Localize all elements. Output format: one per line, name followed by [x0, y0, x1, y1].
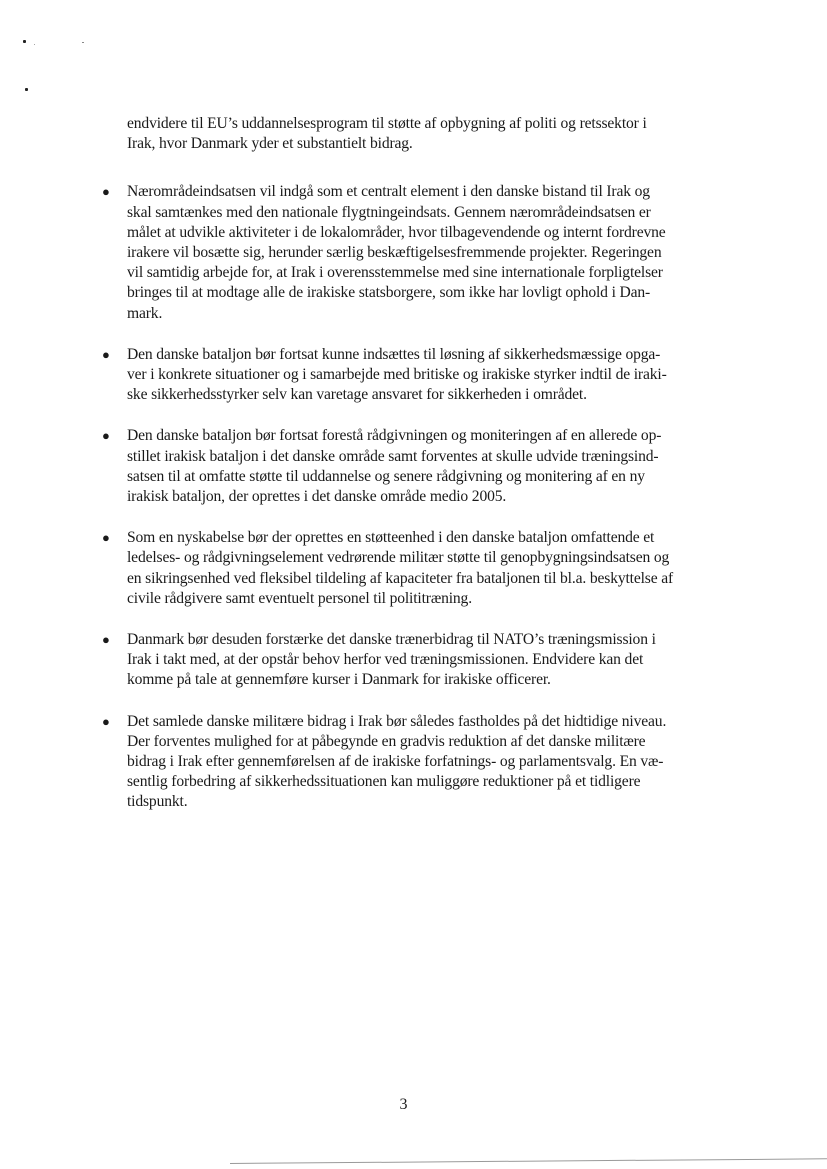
scan-edge-line — [230, 1158, 827, 1164]
bullet-icon: ● — [102, 428, 110, 444]
text-line: Irak, hvor Danmark yder et substantielt bidrag. — [127, 135, 413, 153]
text-line: Der forventes mulighed for at påbegynde en gradvis reduktion af det danske militære — [127, 732, 646, 750]
text-line: tidspunkt. — [127, 793, 188, 811]
bullet-text — [127, 345, 817, 406]
bullet-item-samlede-bidrag — [102, 712, 817, 813]
page-number: 3 — [399, 1096, 408, 1113]
text-line: stillet irakisk bataljon i det danske område samt forventes at skulle udvide træningsind- — [127, 447, 659, 465]
text-line: ledelses- og rådgivningselement vedrørende militær støtte til genopbygningsindsatsen og — [127, 549, 670, 567]
scan-speck — [23, 40, 26, 43]
text-line: skal samtænkes med den nationale flygtningeindsats. Gennem nærområdeindsatsen er — [127, 203, 651, 221]
text-line: civile rådgivere samt eventuelt personel til polititræning. — [127, 589, 472, 607]
scan-speck — [82, 42, 84, 43]
text-line: Det samlede danske militære bidrag i Irak bør således fastholdes på det hidtidige niveau. — [127, 712, 667, 730]
text-line: Danmark bør desuden forstærke det danske trænerbidrag til NATO’s træningsmission i — [127, 631, 656, 649]
bullet-item-nato-traening — [102, 630, 817, 691]
text-line: Irak i takt med, at der opstår behov herfor ved træningsmissionen. Endvidere kan det — [127, 651, 644, 669]
bullet-item-sikkerhedsopgaver — [102, 345, 817, 406]
bullet-item-raadgivning-monitering — [102, 426, 817, 507]
text-line: Nærområdeindsatsen vil indgå som et centralt element i den danske bistand til Irak og — [127, 183, 650, 201]
text-line: komme på tale at gennemføre kurser i Danmark for irakiske officerer. — [127, 671, 551, 689]
text-line: irakisk bataljon, der oprettes i det danske område medio 2005. — [127, 488, 507, 506]
text-line: satsen til at omfatte støtte til uddannelse og senere rådgivning og monitering af en ny — [127, 467, 645, 485]
bullet-text — [127, 528, 817, 609]
text-line: en sikringsenhed ved fleksibel tildeling af kapaciteter fra bataljonen til bl.a. beskyttelse af — [127, 569, 674, 587]
scan-speck — [25, 88, 28, 91]
bullet-text — [127, 712, 817, 813]
scan-speck — [34, 44, 35, 45]
bullet-icon: ● — [102, 713, 110, 729]
text-line: ske sikkerhedsstyrker selv kan varetage ansvaret for sikkerheden i området. — [127, 386, 587, 404]
intro-paragraph — [127, 114, 817, 154]
bullet-text — [127, 426, 817, 507]
text-line: vil samtidig arbejde for, at Irak i overensstemmelse med sine internationale forpligtelser — [127, 264, 663, 282]
text-line: ver i konkrete situationer og i samarbejde med britiske og irakiske styrker indtil de iraki- — [127, 366, 667, 384]
bullet-icon: ● — [102, 530, 110, 546]
text-line: Den danske bataljon bør fortsat kunne indsættes til løsning af sikkerhedsmæssige opga- — [127, 345, 661, 363]
bullet-list — [102, 182, 817, 812]
text-line: Som en nyskabelse bør der oprettes en støtteenhed i den danske bataljon omfattende et — [127, 529, 655, 547]
document-body — [102, 114, 817, 813]
text-line: irakere vil bosætte sig, herunder særlig beskæftigelsesfremmende projekter. Regeringen — [127, 244, 662, 262]
text-line: bidrag i Irak efter gennemførelsen af de irakiske forfatnings- og parlamentsvalg. En væ- — [127, 753, 664, 771]
bullet-text — [127, 182, 817, 323]
text-line: mark. — [127, 304, 163, 322]
bullet-item-naeromraadeindsats — [102, 182, 817, 323]
bullet-icon: ● — [102, 184, 110, 200]
text-line: endvidere til EU’s uddannelsesprogram til støtte af opbygning af politi og retssektor i — [127, 115, 647, 132]
text-line: bringes til at modtage alle de irakiske statsborgere, som ikke har lovligt ophold i Dan- — [127, 284, 651, 302]
bullet-item-stoetteenhed — [102, 528, 817, 609]
text-line: målet at udvikle aktiviteter i de lokalområder, hvor tilbagevendende og internt fordrevne — [127, 223, 666, 241]
bullet-icon: ● — [102, 632, 110, 648]
text-line: sentlig forbedring af sikkerhedssituationen kan muliggøre reduktioner på et tidligere — [127, 773, 641, 791]
bullet-text — [127, 630, 817, 691]
text-line: Den danske bataljon bør fortsat forestå rådgivningen og moniteringen af en allerede op- — [127, 427, 662, 445]
bullet-icon: ● — [102, 346, 110, 362]
